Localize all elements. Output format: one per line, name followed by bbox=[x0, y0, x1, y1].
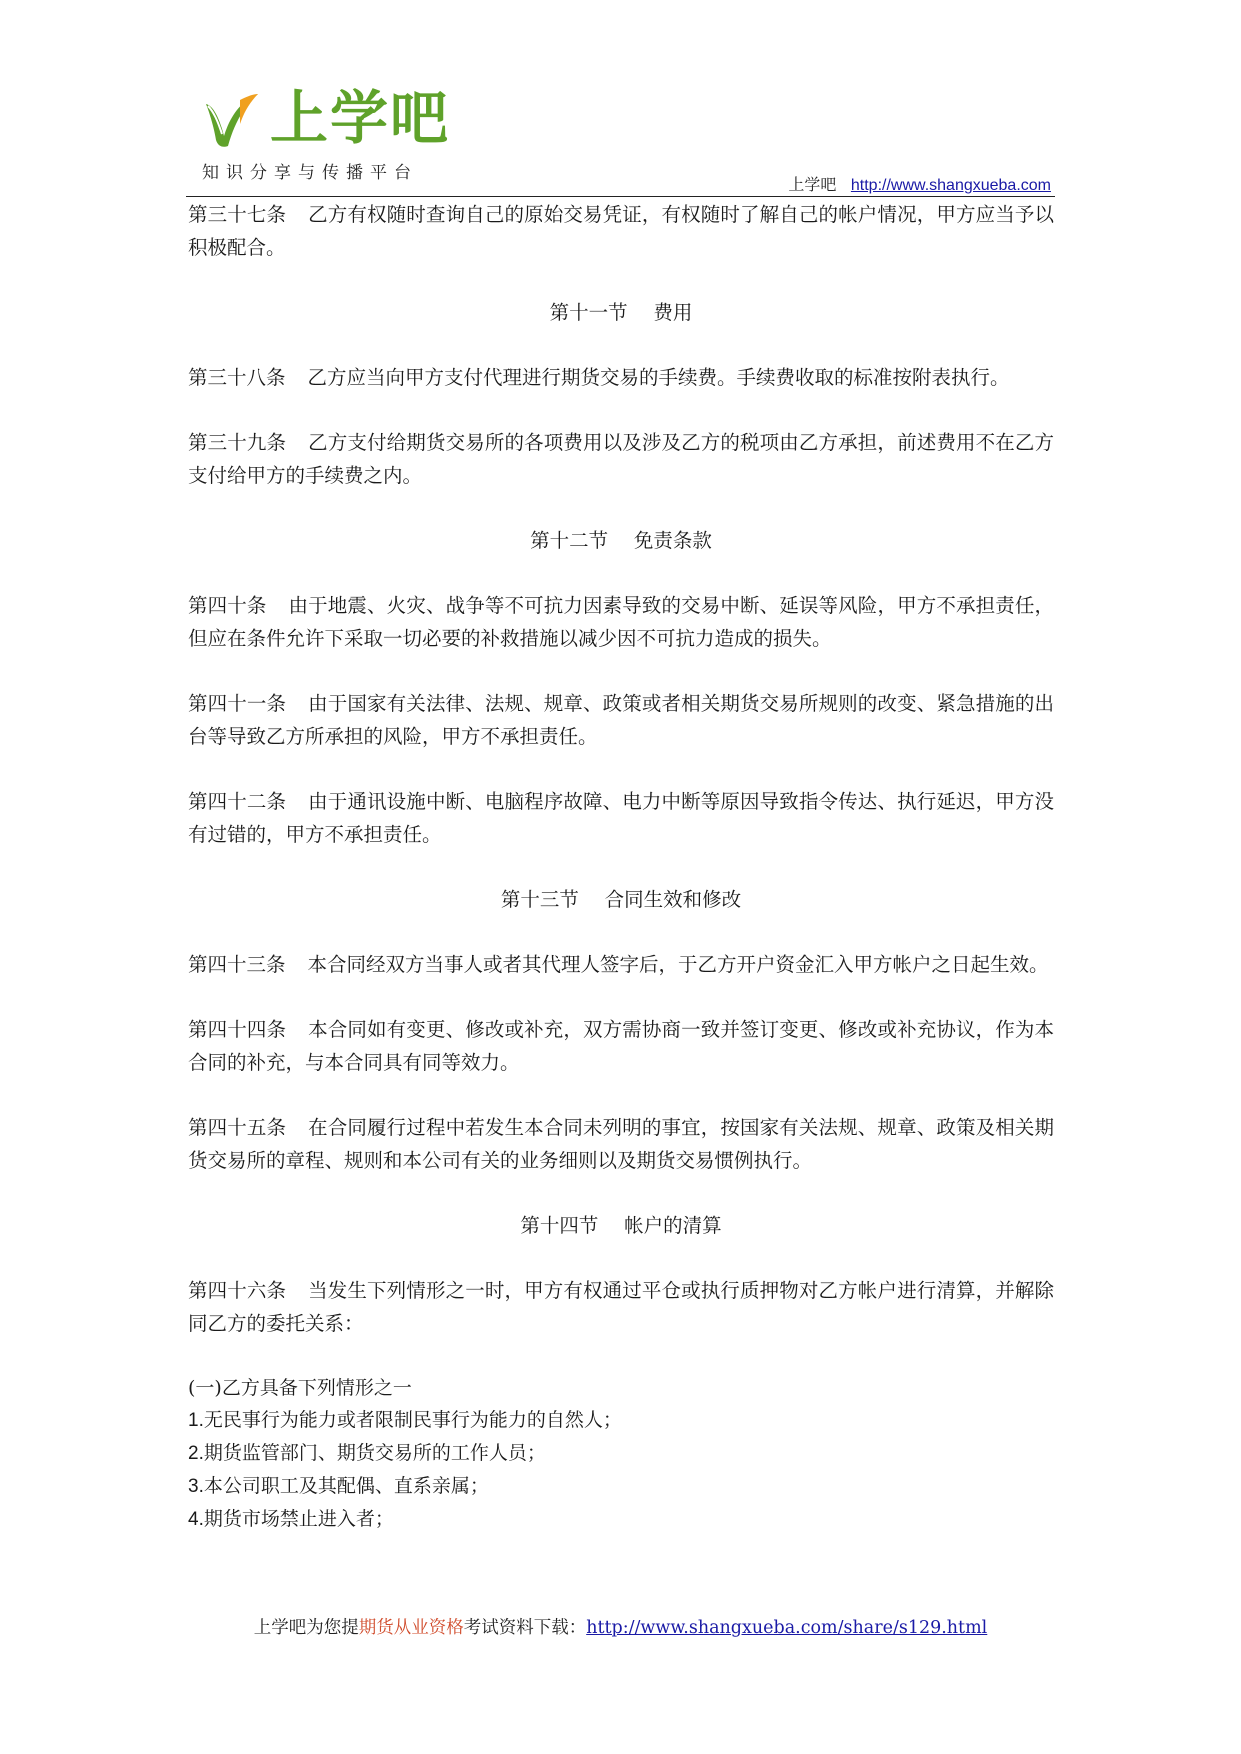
logo-title: 上学吧 bbox=[270, 84, 451, 152]
header-divider bbox=[186, 196, 1055, 197]
section-heading-11: 第十一节 费用 bbox=[549, 301, 693, 324]
article-40: 第四十条 由于地震、火灾、战争等不可抗力因素导致的交易中断、延误等风险，甲方不承担责任，但应在条件允许下采取一切必要的补救措施以减少因不可抗力造成的损失。 bbox=[188, 594, 1054, 650]
article-45: 第四十五条 在合同履行过程中若发生本合同未列明的事宜，按国家有关法规、规章、政策及相关期货交易所的章程、规则和本公司有关的业务细则以及期货交易惯例执行。 bbox=[188, 1116, 1054, 1172]
article-37: 第三十七条 乙方有权随时查询自己的原始交易凭证，有权随时了解自己的帐户情况，甲方应当予以积极配合。 bbox=[188, 203, 1054, 259]
article-38: 第三十八条 乙方应当向甲方支付代理进行期货交易的手续费。手续费收取的标准按附表执行。 bbox=[188, 366, 1010, 389]
section-heading-14: 第十四节 帐户的清算 bbox=[520, 1214, 722, 1237]
footer-highlight: 期货从业资格 bbox=[358, 1618, 464, 1638]
footer-prefix: 上学吧为您提 bbox=[253, 1618, 359, 1638]
footer-download-link[interactable]: http://www.shangxueba.com/share/s129.html bbox=[586, 1618, 988, 1638]
header-site-link bbox=[788, 172, 1051, 195]
footer-middle: 考试资料下载： bbox=[463, 1618, 587, 1638]
article-39: 第三十九条 乙方支付给期货交易所的各项费用以及涉及乙方的税项由乙方承担，前述费用不在乙方支付给甲方的手续费之内。 bbox=[188, 431, 1054, 487]
conditions-list bbox=[188, 1372, 1054, 1536]
header-site-url[interactable]: http://www.shangxueba.com bbox=[850, 177, 1051, 194]
logo-tagline: 知识分享与传播平台 bbox=[202, 163, 418, 183]
list-item: 3.本公司职工及其配偶、直系亲属； bbox=[188, 1475, 489, 1497]
section-heading-13: 第十三节 合同生效和修改 bbox=[500, 888, 742, 911]
section-heading-12: 第十二节 免责条款 bbox=[530, 529, 712, 552]
footer-promo bbox=[0, 1614, 1241, 1639]
leaf-check-icon bbox=[200, 90, 262, 152]
article-44: 第四十四条 本合同如有变更、修改或补充，双方需协商一致并签订变更、修改或补充协议，作为本合同的补充，与本合同具有同等效力。 bbox=[188, 1018, 1054, 1074]
header-site-name: 上学吧 bbox=[788, 177, 837, 194]
document-body bbox=[188, 198, 1054, 1536]
article-46: 第四十六条 当发生下列情形之一时，甲方有权通过平仓或执行质押物对乙方帐户进行清算，并解除同乙方的委托关系： bbox=[188, 1279, 1054, 1335]
list-title: (一)乙方具备下列情形之一 bbox=[188, 1377, 412, 1399]
site-logo[interactable] bbox=[200, 80, 460, 190]
list-item: 2.期货监管部门、期货交易所的工作人员； bbox=[188, 1442, 546, 1464]
article-42: 第四十二条 由于通讯设施中断、电脑程序故障、电力中断等原因导致指令传达、执行延迟，甲方没有过错的，甲方不承担责任。 bbox=[188, 790, 1054, 846]
article-41: 第四十一条 由于国家有关法律、法规、规章、政策或者相关期货交易所规则的改变、紧急措施的出台等导致乙方所承担的风险，甲方不承担责任。 bbox=[188, 692, 1054, 748]
article-43: 第四十三条 本合同经双方当事人或者其代理人签字后，于乙方开户资金汇入甲方帐户之日起生效。 bbox=[188, 953, 1049, 976]
list-item: 4.期货市场禁止进入者； bbox=[188, 1508, 394, 1530]
list-item: 1.无民事行为能力或者限制民事行为能力的自然人； bbox=[188, 1409, 622, 1431]
